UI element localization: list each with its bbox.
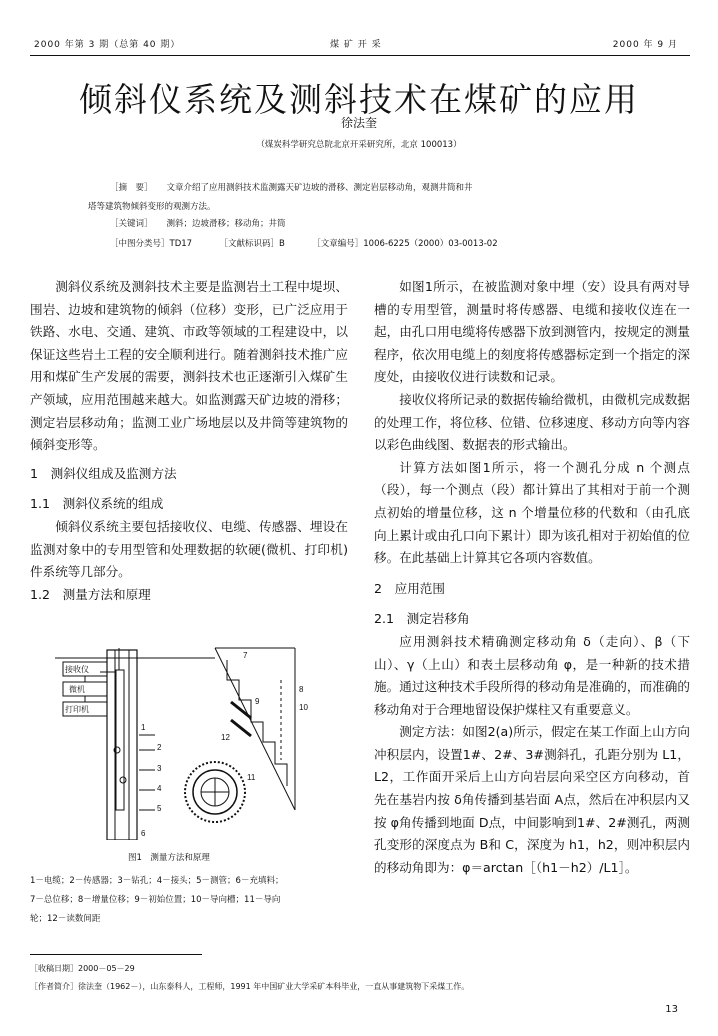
journal-date: 2000 年 9 月 bbox=[612, 40, 678, 50]
legend-line-3: 轮；12－读数间距 bbox=[30, 914, 101, 924]
right-para-4: 应用测斜技术精确测定移动角 δ（走向）、β（下山）、γ（上山）和表土层移动角 φ，是一种新的技术措施。通过这种技术手段所得的移动角是准确的，而准确的移动角对于合理地留设保护煤柱又有重要意义。 bbox=[374, 633, 690, 717]
right-para-3: 计算方法如图1所示，将一个测孔分成 n 个测点（段），每一个测点（段）都计算出了其相对于前一个测点初始的增量位移，这 n 个增量位移的代数和（由孔底向上累计或由孔口向下累计）即为该孔相对于初始值的位移。在此基础上计算其它各项内容数值。 bbox=[374, 459, 690, 566]
figure-1-caption: 图1 测量方法和原理 bbox=[128, 853, 210, 863]
page-number: 13 bbox=[665, 1004, 678, 1015]
section-1-2-heading: 1.2 测量方法和原理 bbox=[30, 586, 151, 602]
doc-value: B bbox=[279, 239, 285, 249]
journal-name: 煤 矿 开 采 bbox=[330, 40, 382, 50]
fig-box-computer: 微机 bbox=[69, 685, 85, 694]
keywords-label: ［关键词］ bbox=[110, 219, 153, 229]
doc-label: ［文献标识码］ bbox=[219, 239, 279, 249]
paper-title: 倾斜仪系统及测斜技术在煤矿的应用 bbox=[79, 80, 639, 119]
classification bbox=[110, 234, 498, 254]
footnotes bbox=[30, 960, 700, 996]
fig-num-11: 11 bbox=[247, 773, 256, 782]
fig-num-7: 7 bbox=[243, 651, 248, 660]
fig-num-5: 5 bbox=[157, 804, 162, 813]
section-2-1-heading: 2.1 测定岩移角 bbox=[374, 611, 470, 627]
header-rule bbox=[30, 55, 690, 56]
abstract-label: ［摘 要］ bbox=[110, 183, 153, 193]
fig-num-3: 3 bbox=[157, 764, 162, 773]
legend-line-2: 7－总位移；8－增量位移；9－初始位置；10－导向槽；11－导向 bbox=[30, 895, 281, 905]
right-column bbox=[374, 276, 690, 879]
left-column bbox=[30, 276, 348, 606]
fig-num-4: 4 bbox=[157, 784, 162, 793]
right-para-1: 如图1所示，在被监测对象中埋（安）设具有两对导槽的专用型管，测量时将传感器、电缆和接收仪连在一起，由孔口用电缆将传感器下放到测管内，按规定的测量程序，依次用电缆上的刻度将传感器标定到一个指定的深度处，由接收仪进行读数和记录。 bbox=[374, 279, 690, 385]
section-2-heading: 2 应用范围 bbox=[374, 580, 445, 596]
fig-box-receiver: 接收仪 bbox=[65, 665, 89, 674]
author-bio: ［作者简介］徐法奎（1962－），山东泰科人，工程师，1991 年中国矿业大学采矿本科毕业，一直从事建筑物下采煤工作。 bbox=[30, 982, 470, 991]
figure-1-legend bbox=[30, 872, 348, 929]
fig-num-2: 2 bbox=[157, 743, 162, 752]
fig-num-9: 9 bbox=[255, 697, 260, 706]
fig-num-8: 8 bbox=[299, 685, 304, 694]
figure-1 bbox=[55, 640, 350, 840]
keywords-text: 测斜；边坡滑移；移动角；井筒 bbox=[166, 219, 286, 229]
right-para-5: 测定方法：如图2(a)所示，假定在某工作面上山方向冲积层内，设置1#、2#、3#测斜孔，孔距分别为 L1，L2，工作面开采后上山方向岩层向采空区方向移动，首先在基岩内按 δ角传播到基岩面 A点，然后在冲积层内又按 φ角传播到地面 D点，中间影响到1#、2#测孔，两测孔变形的深度点为 B和 C，深度为 h1，h2，则冲积层内的移动角即为：φ＝arctan［（h1－h2）/L1］。 bbox=[374, 724, 690, 875]
article-id-label: ［文章编号］ bbox=[312, 239, 364, 249]
fig-box-printer: 打印机 bbox=[65, 705, 89, 714]
affiliation: （煤炭科学研究总院北京开采研究所，北京 100013） bbox=[256, 140, 462, 150]
footnote-rule bbox=[30, 954, 202, 955]
fig-num-6: 6 bbox=[141, 829, 146, 838]
fig-num-10: 10 bbox=[299, 703, 308, 712]
clc-label: ［中图分类号］ bbox=[110, 239, 170, 249]
abstract-line2: 塔等建筑物倾斜变形的观测方法。 bbox=[88, 202, 216, 212]
received-date: ［收稿日期］2000－05－29 bbox=[30, 964, 135, 973]
clc-value: TD17 bbox=[169, 239, 193, 249]
abstract-line1 bbox=[110, 178, 473, 198]
article-id: 1006-6225（2000）03-0013-02 bbox=[363, 239, 498, 249]
fig-num-1: 1 bbox=[141, 723, 146, 732]
right-para-2: 接收仪将所记录的数据传输给微机，由微机完成数据的处理工作，将位移、位错、位移速度、移动方向等内容以彩色曲线图、数据表的形式输出。 bbox=[374, 391, 690, 453]
fig-num-12: 12 bbox=[221, 733, 230, 742]
section-1-1-heading: 1.1 测斜仪系统的组成 bbox=[30, 496, 164, 512]
author: 徐法奎 bbox=[340, 116, 377, 130]
left-para-1: 测斜仪系统及测斜技术主要是监测岩土工程中堤坝、围岩、边坡和建筑物的倾斜（位移）变形，已广泛应用于铁路、水电、交通、建筑、市政等领域的工程建设中，以保证这些岩土工程的安全顺利进行。随着测斜技术推广应用和煤矿生产发展的需要，测斜技术也正逐渐引入煤矿生产领域，应用范围越来越大。如监测露天矿边坡的滑移；测定岩层移动角；监测工业广场地层以及井筒等建筑物的倾斜变形等。 bbox=[30, 279, 348, 453]
abstract-text-1: 文章介绍了应用测斜技术监测露天矿边坡的滑移、测定岩层移动角，观测井筒和井 bbox=[166, 183, 473, 193]
legend-line-1: 1－电缆；2－传感器；3－钻孔；4－接头；5－测管；6－充填料； bbox=[30, 876, 284, 886]
keywords bbox=[110, 214, 286, 234]
journal-issue: 2000 年第 3 期（总第 40 期） bbox=[34, 40, 181, 50]
section-1-heading: 1 测斜仪组成及监测方法 bbox=[30, 465, 177, 481]
left-para-2: 倾斜仪系统主要包括接收仪、电缆、传感器、埋设在监测对象中的专用型管和处理数据的软硬(微机、打印机)件系统等几部分。 bbox=[30, 518, 348, 580]
